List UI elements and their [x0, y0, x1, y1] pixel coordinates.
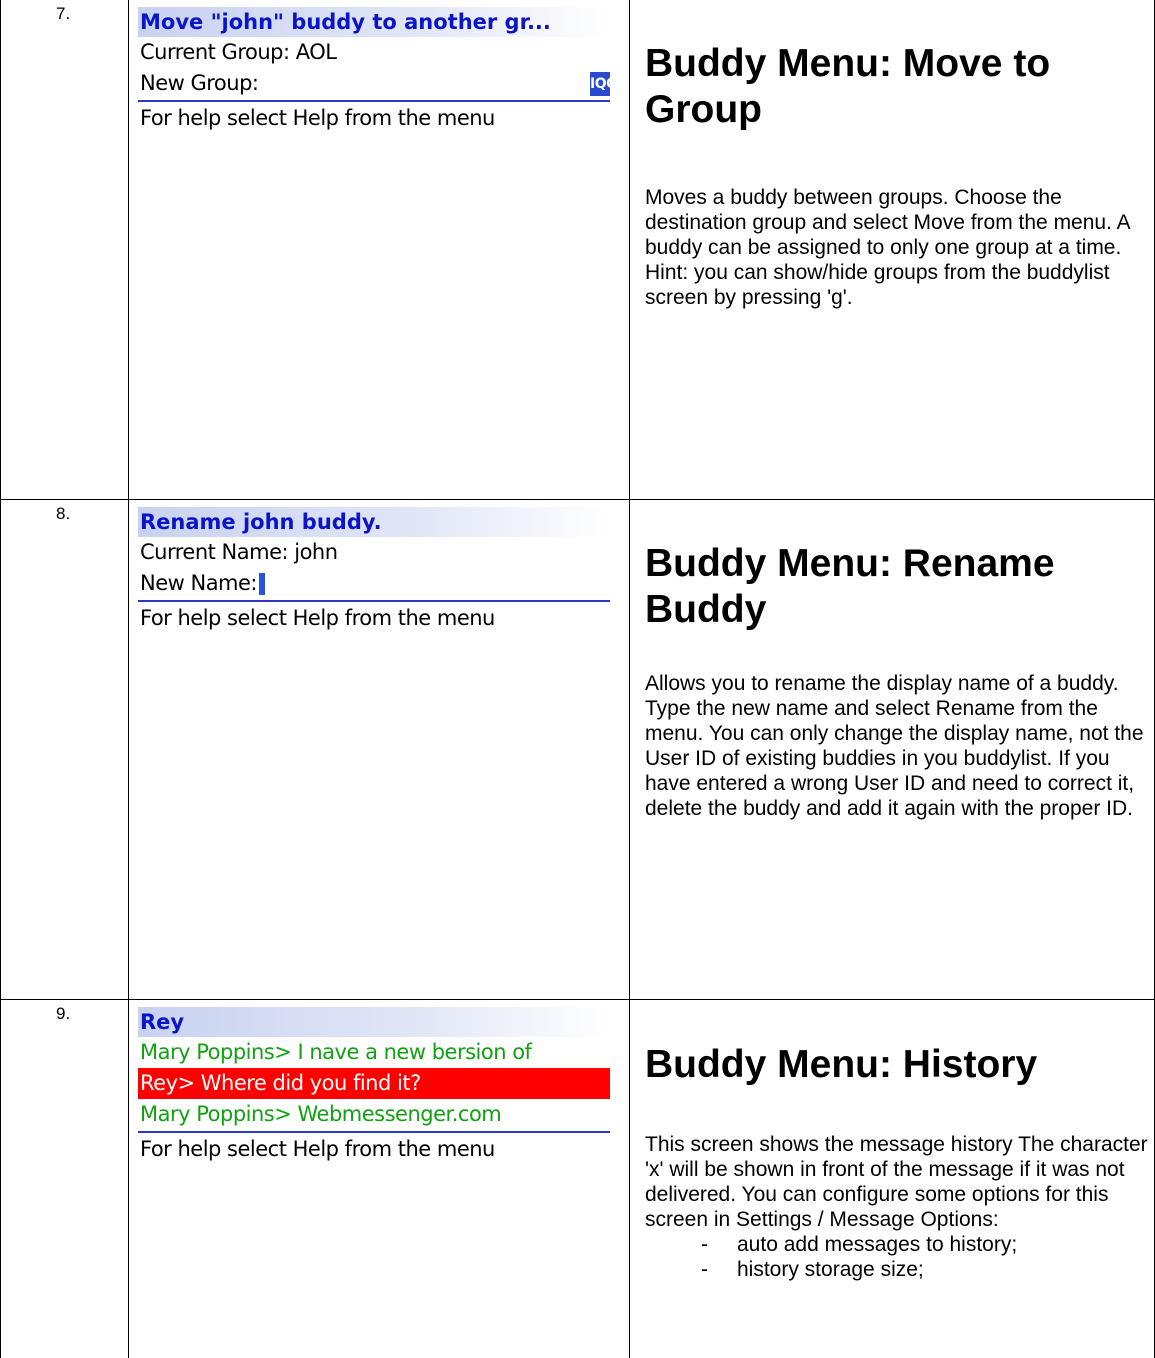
history-message[interactable]: Mary Poppins> I nave a new bersion of	[140, 1040, 532, 1064]
device-screenshot	[138, 1007, 610, 1165]
list-item-text: history storage size;	[737, 1258, 924, 1281]
table-row	[0, 0, 1155, 499]
new-name-field[interactable]	[138, 568, 610, 599]
description-cell	[645, 1042, 1150, 1282]
description-cell	[645, 541, 1150, 821]
new-group-label: New Group:	[140, 71, 259, 95]
history-message[interactable]: Mary Poppins> Webmessenger.com	[140, 1102, 502, 1126]
history-message-selected[interactable]: Rey> Where did you find it?	[138, 1068, 610, 1099]
help-hint: For help select Help from the menu	[140, 606, 495, 630]
new-group-field[interactable]	[138, 68, 616, 99]
hint-paragraph: Hint: you can show/hide groups from the buddylist screen by pressing 'g'.	[645, 261, 1110, 309]
bullet-dash: -	[701, 1258, 708, 1281]
help-hint: For help select Help from the menu	[140, 106, 495, 130]
screen-title: Move "john" buddy to another gr...	[138, 7, 610, 37]
device-screenshot	[138, 507, 610, 634]
row-number: 7.	[56, 4, 71, 23]
screen-title: Rename john buddy.	[138, 507, 610, 537]
section-heading: Buddy Menu: History	[645, 1043, 1038, 1086]
list-item	[645, 1257, 1150, 1282]
description-paragraph: Moves a buddy between groups. Choose the destination group and select Move from the menu. A buddy can be assigned to only one group at a time.	[645, 186, 1130, 259]
list-item	[645, 1232, 1150, 1257]
current-group-label: Current Group: AOL	[140, 40, 337, 64]
description-cell	[645, 41, 1150, 310]
text-cursor	[259, 573, 265, 595]
current-name-label: Current Name: john	[140, 540, 338, 564]
table-row	[0, 500, 1155, 999]
screen-title: Rey	[138, 1007, 610, 1037]
section-heading: Buddy Menu: Move to Group	[645, 42, 1051, 131]
list-item-text: auto add messages to history;	[737, 1233, 1018, 1256]
bullet-dash: -	[701, 1233, 708, 1256]
help-hint: For help select Help from the menu	[140, 1137, 495, 1161]
description-paragraph: This screen shows the message history The character 'x' will be shown in front of the message if it was not delivered. You can configure some options for this screen in Settings / Message Options:	[645, 1133, 1148, 1231]
table-row	[0, 1000, 1155, 1358]
new-name-label: New Name:	[140, 571, 258, 595]
group-choice-badge[interactable]: IQC	[590, 72, 610, 96]
device-screenshot	[138, 7, 616, 134]
section-heading: Buddy Menu: Rename Buddy	[645, 542, 1055, 631]
options-list	[645, 1232, 1150, 1282]
row-number: 9.	[56, 1004, 71, 1023]
description-paragraph: Allows you to rename the display name of a buddy. Type the new name and select Rename from the menu. You can only change the display name, not the User ID of existing buddies in you buddylist. If you have entered a wrong User ID and need to correct it, delete the buddy and add it again with the proper ID.	[645, 672, 1144, 820]
row-number: 8.	[56, 504, 71, 523]
